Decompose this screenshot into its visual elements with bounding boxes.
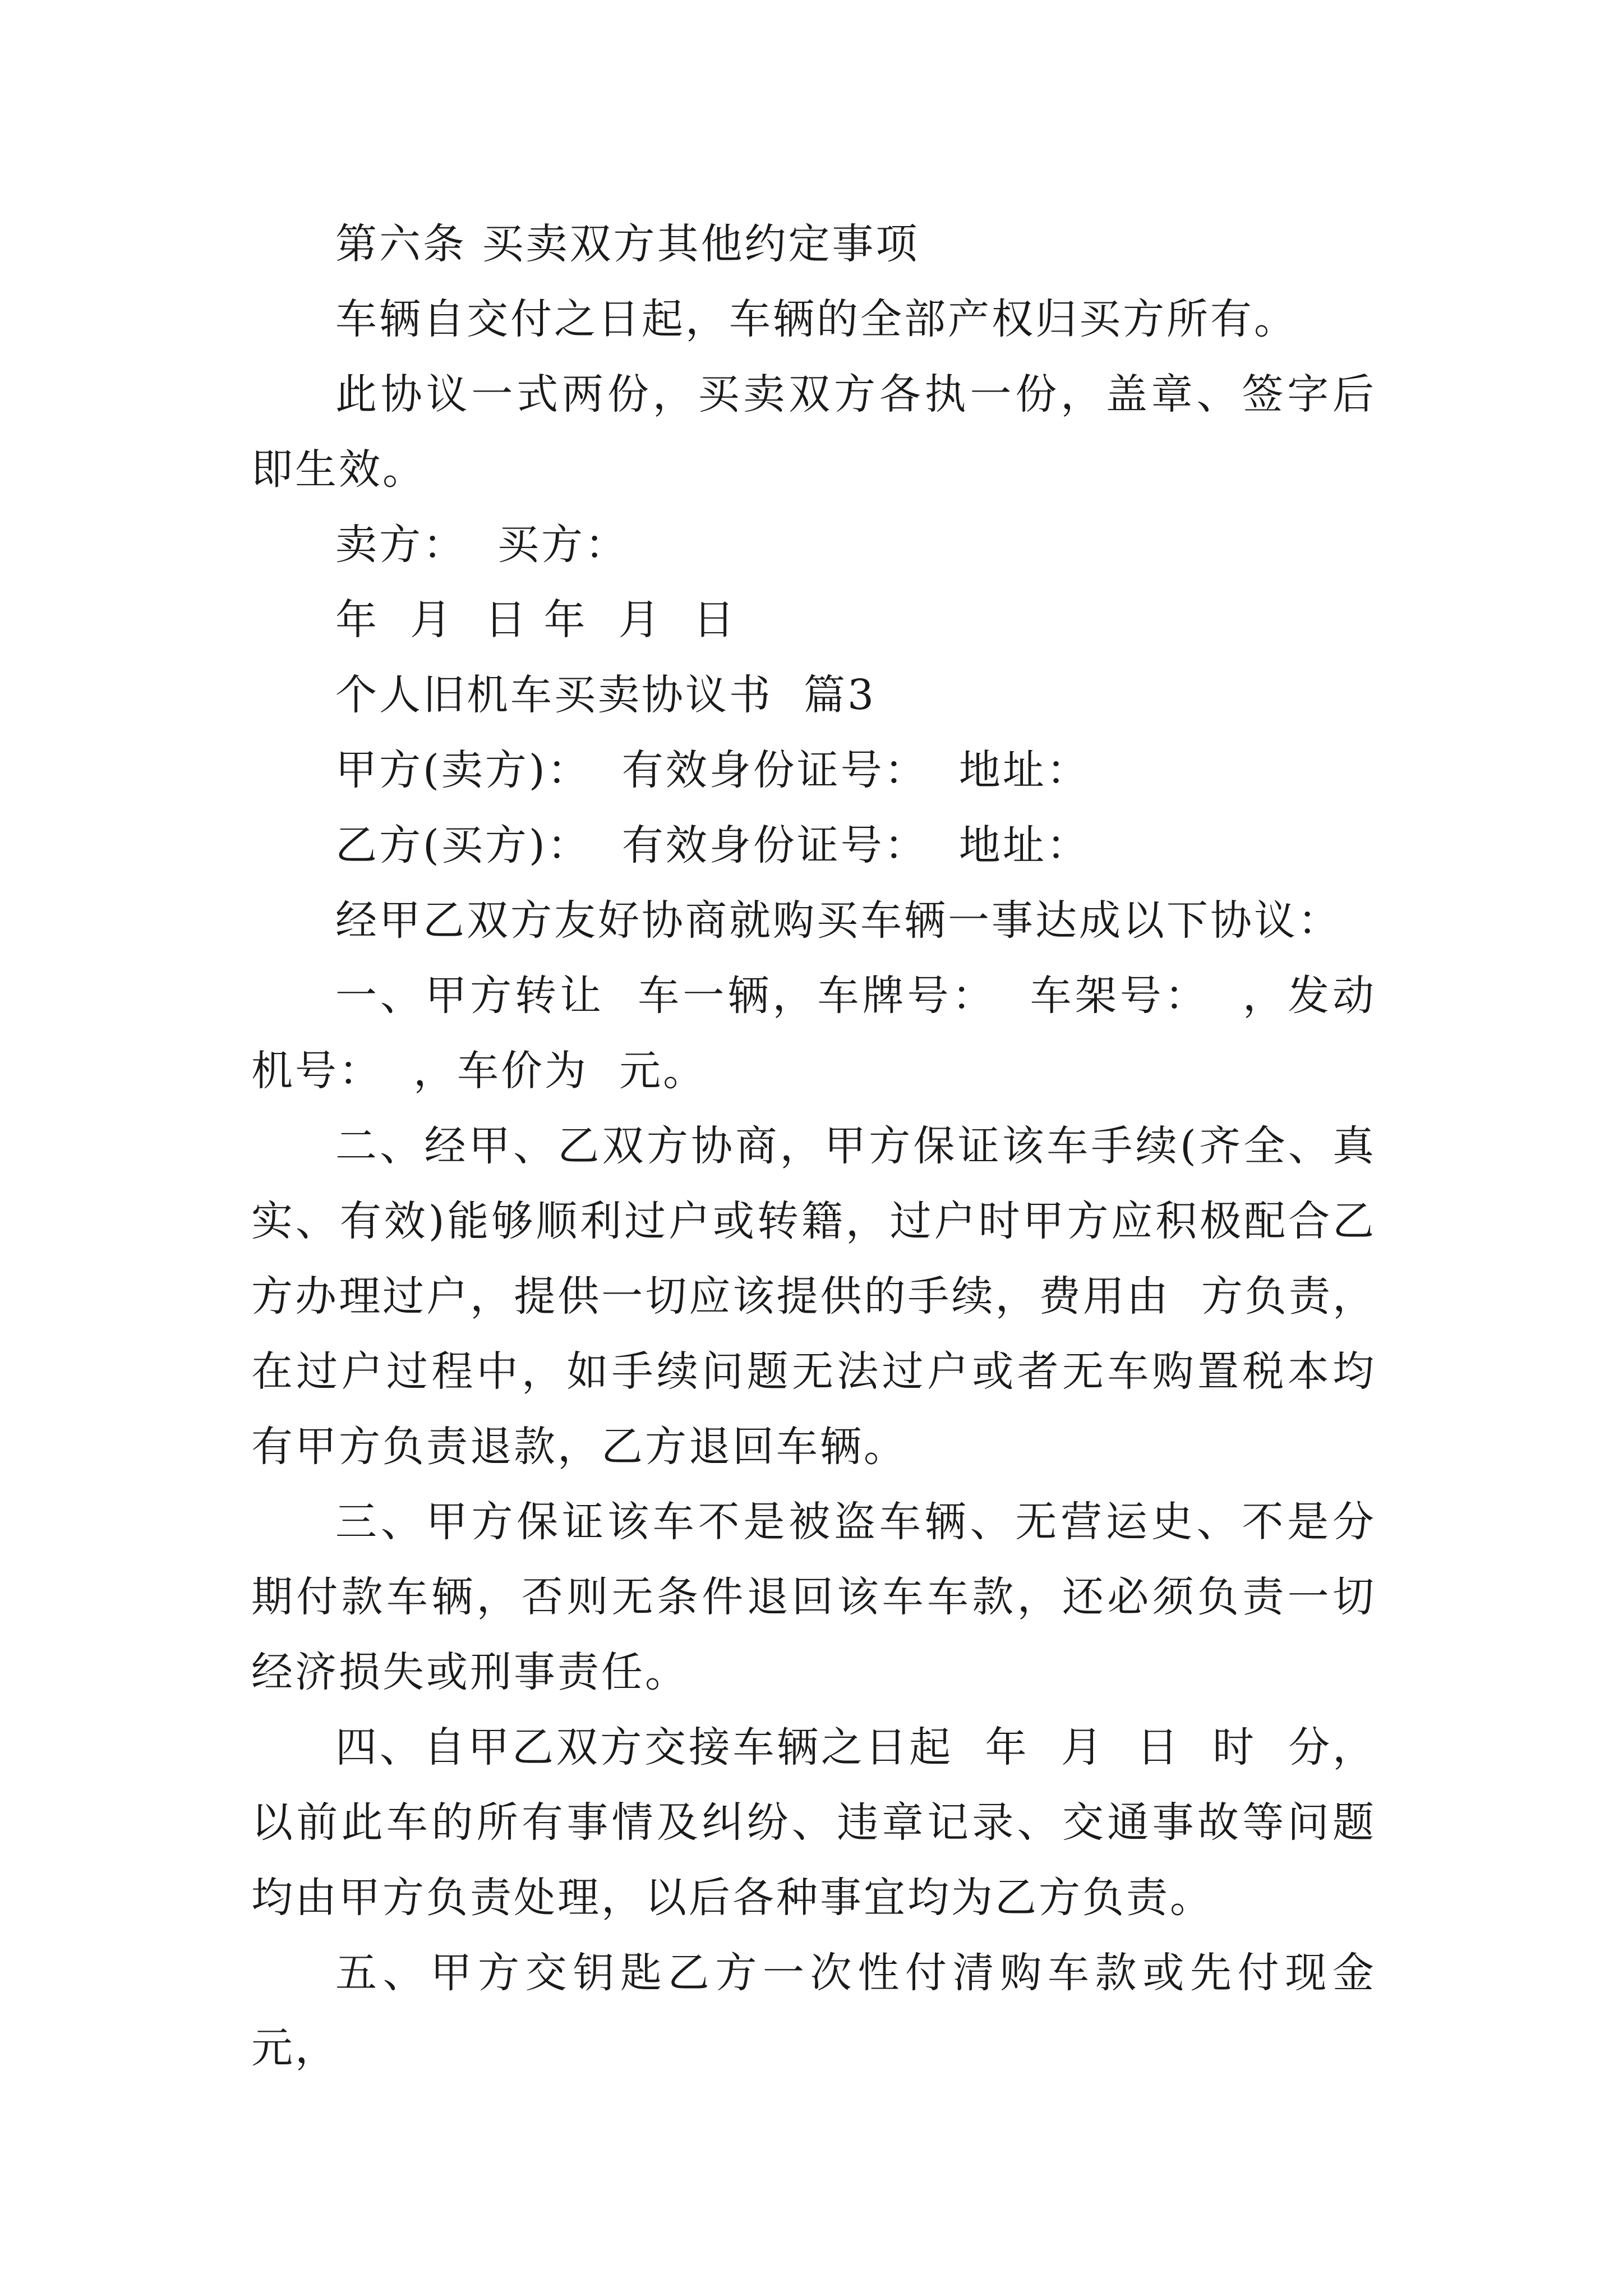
ownership-clause: 车辆自交付之日起，车辆的全部产权归买方所有。 (335, 295, 1298, 343)
document-body (251, 206, 1408, 2086)
clause-five: 五、甲方交钥匙乙方一次性付清购车款或先付现金 元， (251, 1949, 1408, 2072)
party-b-line: 乙方(买方)： 有效身份证号： 地址： (335, 821, 1090, 869)
party-a-line: 甲方(卖方)： 有效身份证号： 地址： (335, 746, 1090, 794)
signature-line: 卖方： 买方： (335, 521, 629, 569)
clause-two: 二、经甲、乙双方协商，甲方保证该车手续(齐全、真实、有效)能够顺利过户或转籍，过户时甲方应积极配合乙方办理过户，提供一切应该提供的手续，费用由 方负责，在过户过程中，如手续问题无法过户或者无车购置税本均有甲方负责退款，乙方退回车辆。 (251, 1122, 1376, 1471)
section-title: 个人旧机车买卖协议书 篇3 (335, 671, 877, 719)
article-six-heading: 第六条 买卖双方其他约定事项 (335, 220, 920, 268)
agreement-intro: 经甲乙双方友好协商就购买车辆一事达成以下协议： (335, 896, 1341, 945)
clause-three: 三、甲方保证该车不是被盗车辆、无营运史、不是分期付款车辆，否则无条件退回该车车款，还必须负责一切经济损失或刑事责任。 (251, 1498, 1376, 1696)
date-line: 年 月 日 年 月 日 (335, 596, 737, 644)
clause-one: 一、甲方转让 车一辆，车牌号： 车架号： ，发动机号： ，车价为 元。 (251, 972, 1376, 1095)
clause-four: 四、自甲乙双方交接车辆之日起 年 月 日 时 分，以前此车的所有事情及纠纷、违章记录、交通事故等问题均由甲方负责处理，以后各种事宜均为乙方负责。 (251, 1723, 1376, 1922)
copies-clause: 此协议一式两份，买卖双方各执一份，盖章、签字后即生效。 (251, 370, 1376, 494)
